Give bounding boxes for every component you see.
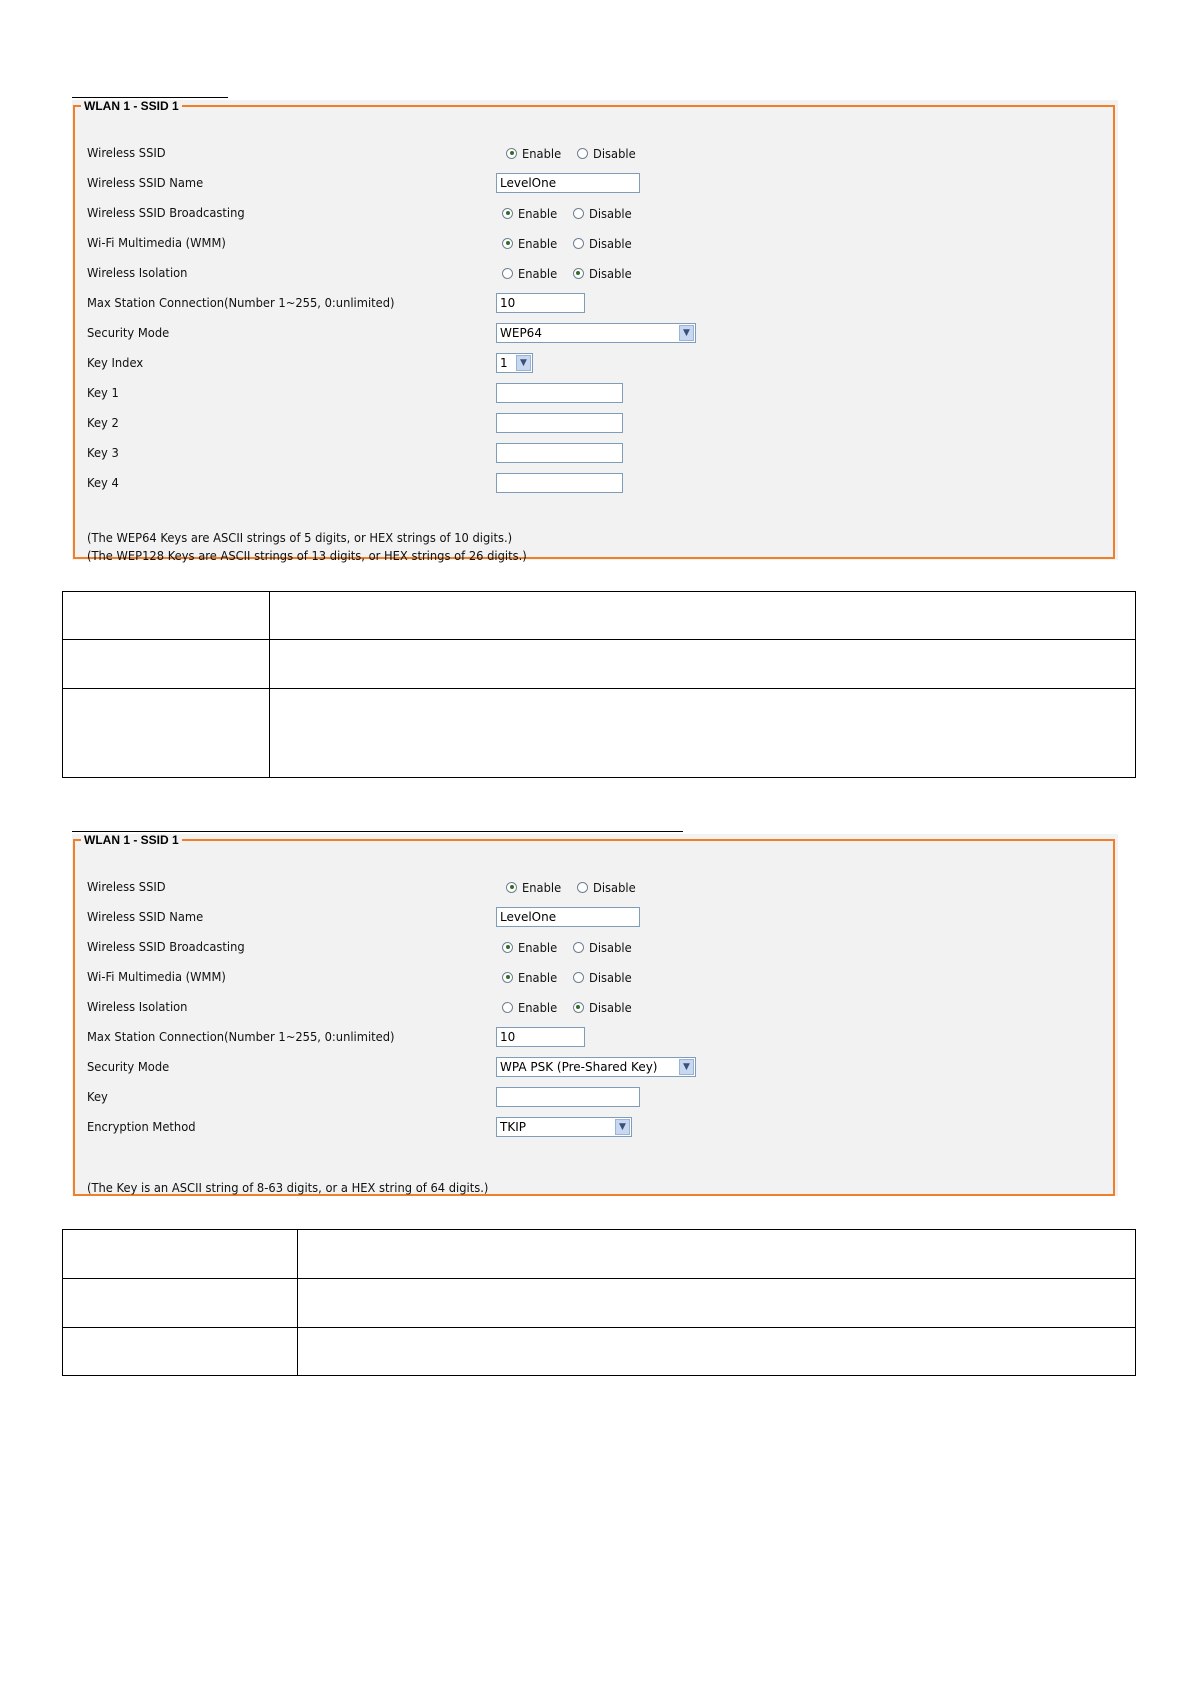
max-station-label: Max Station Connection(Number 1~255, 0:unlimited) xyxy=(87,295,395,310)
row-security-mode xyxy=(75,1054,1113,1080)
row-isolation xyxy=(75,994,1113,1020)
row-max-station xyxy=(75,1024,1113,1050)
wireless-ssid-disable-text: Disable xyxy=(592,145,636,161)
isolation-disable-text: Disable xyxy=(588,265,632,281)
key-label: Key xyxy=(87,1089,108,1104)
row-key xyxy=(75,1084,1113,1110)
encryption-label: Encryption Method xyxy=(87,1119,196,1134)
key1-input[interactable] xyxy=(496,383,623,403)
wireless-ssid-disable-radio[interactable] xyxy=(577,882,588,893)
table-cell xyxy=(298,1230,1136,1279)
chevron-down-icon[interactable]: ▼ xyxy=(679,325,694,341)
wireless-ssid-label: Wireless SSID xyxy=(87,879,166,894)
max-station-input[interactable]: 10 xyxy=(496,1027,585,1047)
key-input[interactable] xyxy=(496,1087,640,1107)
row-broadcasting xyxy=(75,200,1113,226)
table-row xyxy=(63,1279,1136,1328)
wmm-label: Wi-Fi Multimedia (WMM) xyxy=(87,235,226,250)
broadcasting-disable-text: Disable xyxy=(588,939,632,955)
wireless-ssid-disable-radio[interactable] xyxy=(577,148,588,159)
row-key-index xyxy=(75,350,1113,376)
chevron-down-icon[interactable]: ▼ xyxy=(679,1059,694,1075)
table-cell xyxy=(270,592,1136,640)
table-row xyxy=(63,640,1136,689)
row-wmm xyxy=(75,230,1113,256)
chevron-down-icon[interactable]: ▼ xyxy=(615,1119,630,1135)
table-row xyxy=(63,689,1136,778)
wmm-enable-radio[interactable] xyxy=(502,238,513,249)
wmm-disable-text: Disable xyxy=(588,235,632,251)
isolation-enable-radio[interactable] xyxy=(502,268,513,279)
wep64-note: (The WEP64 Keys are ASCII strings of 5 digits, or HEX strings of 10 digits.) xyxy=(87,530,513,545)
row-wmm xyxy=(75,964,1113,990)
table-row xyxy=(63,592,1136,640)
row-key3 xyxy=(75,440,1113,466)
row-key2 xyxy=(75,410,1113,436)
security-mode-select[interactable] xyxy=(496,1057,696,1077)
row-security-mode xyxy=(75,320,1113,346)
panel-1-legend: WLAN 1 - SSID 1 xyxy=(84,99,179,113)
key-index-value: 1 xyxy=(500,356,508,370)
description-table-2 xyxy=(62,1229,1136,1376)
row-broadcasting xyxy=(75,934,1113,960)
broadcasting-disable-radio[interactable] xyxy=(573,942,584,953)
isolation-label: Wireless Isolation xyxy=(87,999,188,1014)
table-cell xyxy=(63,640,270,689)
key-index-select[interactable] xyxy=(496,353,533,373)
table-cell xyxy=(63,592,270,640)
key-note: (The Key is an ASCII string of 8-63 digits, or a HEX string of 64 digits.) xyxy=(87,1180,489,1195)
ssid-name-label: Wireless SSID Name xyxy=(87,909,204,924)
key-index-label: Key Index xyxy=(87,355,144,370)
wireless-ssid-enable-radio[interactable] xyxy=(506,148,517,159)
chevron-down-icon[interactable]: ▼ xyxy=(516,355,531,371)
ssid-name-input[interactable]: LevelOne xyxy=(496,173,640,193)
wmm-enable-text: Enable xyxy=(518,969,558,985)
wmm-disable-text: Disable xyxy=(588,969,632,985)
broadcasting-enable-radio[interactable] xyxy=(502,942,513,953)
key3-input[interactable] xyxy=(496,443,623,463)
broadcasting-enable-text: Enable xyxy=(518,939,558,955)
max-station-label: Max Station Connection(Number 1~255, 0:unlimited) xyxy=(87,1029,395,1044)
table-row xyxy=(63,1328,1136,1376)
isolation-enable-text: Enable xyxy=(518,265,558,281)
security-mode-select[interactable] xyxy=(496,323,696,343)
isolation-enable-text: Enable xyxy=(518,999,558,1015)
isolation-disable-radio[interactable] xyxy=(573,1002,584,1013)
row-ssid-name xyxy=(75,904,1113,930)
broadcasting-enable-radio[interactable] xyxy=(502,208,513,219)
wmm-label: Wi-Fi Multimedia (WMM) xyxy=(87,969,226,984)
row-key1 xyxy=(75,380,1113,406)
broadcasting-label: Wireless SSID Broadcasting xyxy=(87,205,245,220)
wireless-ssid-disable-text: Disable xyxy=(592,879,636,895)
key4-label: Key 4 xyxy=(87,475,119,490)
top-rule-1 xyxy=(72,97,228,98)
isolation-disable-radio[interactable] xyxy=(573,268,584,279)
encryption-value: TKIP xyxy=(500,1120,526,1134)
wireless-ssid-label: Wireless SSID xyxy=(87,145,166,160)
row-wireless-ssid xyxy=(75,874,1113,900)
key3-label: Key 3 xyxy=(87,445,119,460)
wmm-enable-radio[interactable] xyxy=(502,972,513,983)
wlan-panel-1 xyxy=(73,99,1115,563)
table-cell xyxy=(63,1230,298,1279)
table-cell xyxy=(63,689,270,778)
wireless-ssid-enable-text: Enable xyxy=(522,145,562,161)
table-cell xyxy=(270,640,1136,689)
description-table-1 xyxy=(62,591,1136,778)
table-cell xyxy=(270,689,1136,778)
row-max-station xyxy=(75,290,1113,316)
row-key4 xyxy=(75,470,1113,496)
wmm-disable-radio[interactable] xyxy=(573,238,584,249)
table-cell xyxy=(63,1328,298,1376)
security-mode-label: Security Mode xyxy=(87,325,170,340)
row-encryption xyxy=(75,1114,1113,1140)
broadcasting-label: Wireless SSID Broadcasting xyxy=(87,939,245,954)
security-mode-value: WEP64 xyxy=(500,326,542,340)
max-station-input[interactable]: 10 xyxy=(496,293,585,313)
ssid-name-label: Wireless SSID Name xyxy=(87,175,204,190)
isolation-disable-text: Disable xyxy=(588,999,632,1015)
key2-label: Key 2 xyxy=(87,415,119,430)
row-wireless-ssid xyxy=(75,140,1113,166)
key4-input[interactable] xyxy=(496,473,623,493)
key2-input[interactable] xyxy=(496,413,623,433)
wep128-note: (The WEP128 Keys are ASCII strings of 13 digits, or HEX strings of 26 digits.) xyxy=(87,548,527,563)
table-cell xyxy=(298,1328,1136,1376)
table-row xyxy=(63,1230,1136,1279)
key1-label: Key 1 xyxy=(87,385,119,400)
isolation-enable-radio[interactable] xyxy=(502,1002,513,1013)
ssid-name-input[interactable]: LevelOne xyxy=(496,907,640,927)
wlan-panel-2 xyxy=(73,833,1115,1196)
panel-2-legend: WLAN 1 - SSID 1 xyxy=(84,833,179,847)
top-rule-2 xyxy=(72,831,683,832)
table-cell xyxy=(298,1279,1136,1328)
wireless-ssid-enable-radio[interactable] xyxy=(506,882,517,893)
encryption-select[interactable] xyxy=(496,1117,632,1137)
wmm-enable-text: Enable xyxy=(518,235,558,251)
row-ssid-name xyxy=(75,170,1113,196)
table-cell xyxy=(63,1279,298,1328)
isolation-label: Wireless Isolation xyxy=(87,265,188,280)
wmm-disable-radio[interactable] xyxy=(573,972,584,983)
wireless-ssid-enable-text: Enable xyxy=(522,879,562,895)
row-isolation xyxy=(75,260,1113,286)
security-mode-label: Security Mode xyxy=(87,1059,170,1074)
broadcasting-disable-text: Disable xyxy=(588,205,632,221)
broadcasting-enable-text: Enable xyxy=(518,205,558,221)
security-mode-value: WPA PSK (Pre-Shared Key) xyxy=(500,1060,658,1074)
broadcasting-disable-radio[interactable] xyxy=(573,208,584,219)
